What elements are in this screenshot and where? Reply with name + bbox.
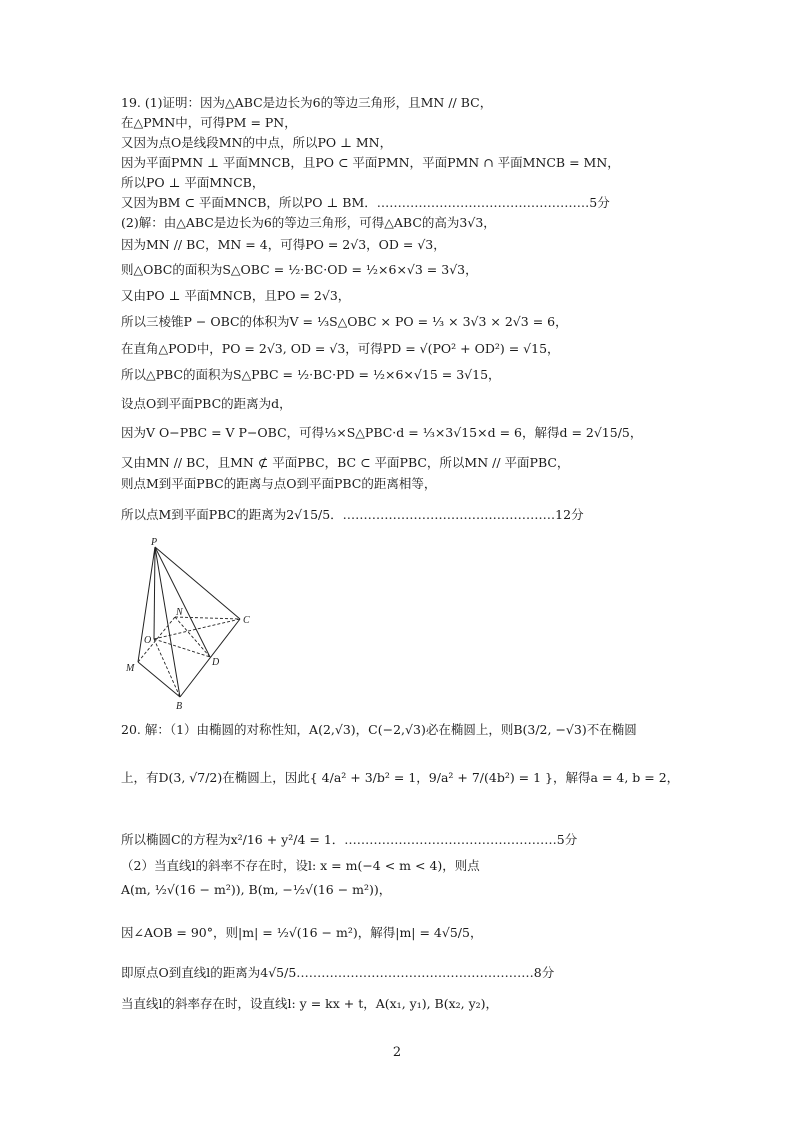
text-line-10: 又由PO ⊥ 平面MNCB，且PO = 2√3， [121,288,351,303]
text-line-5: 所以PO ⊥ 平面MNCB， [121,175,265,190]
text-line-25: 即原点O到直线l的距离为4√5/5…………………………………………………8分 [121,965,555,980]
text-line-24: 因∠AOB = 90°，则|m| = ½√(16 − m²)，解得|m| = 4√5/5， [121,925,483,940]
edge-MB [138,662,180,697]
edge-NC [175,617,240,619]
edge-PC [155,547,240,619]
text-line-14: 设点O到平面PBC的距离为d， [121,396,292,411]
pyramid-figure [118,537,268,712]
text-line-15: 因为V O−PBC = V P−OBC，可得⅓×S△PBC·d = ⅓×3√15×d = 6，解得d = 2√15/5， [121,425,643,440]
text-line-6: 又因为BM ⊂ 平面MNCB，所以PO ⊥ BM．……………………………………………5分 [121,195,610,210]
text-line-1: 19. (1)证明：因为△ABC是边长为6的等边三角形，且MN // BC， [121,95,493,110]
edge-PB [155,547,180,697]
text-line-3: 又因为点O是线段MN的中点，所以PO ⊥ MN， [121,135,393,150]
text-line-4: 因为平面PMN ⊥ 平面MNCB，且PO ⊂ 平面PMN，平面PMN ∩ 平面MNCB = MN， [121,155,620,170]
edge-PD [155,547,210,657]
text-line-19: 20. 解：（1）由椭圆的对称性知，A(2,√3)，C(−2,√3)必在椭圆上，则B(3/2, −√3)不在椭圆 [121,722,637,737]
text-line-21: 所以椭圆C的方程为x²/16 + y²/4 = 1．……………………………………………5分 [121,832,578,847]
edge-PO [154,547,155,639]
text-line-2: 在△PMN中，可得PM = PN， [121,115,297,130]
label-C: C [243,615,250,626]
page-number: 2 [392,1045,402,1060]
pyramid-diagram [118,537,268,712]
text-line-8: 因为MN // BC，MN = 4，可得PO = 2√3，OD = √3， [121,237,446,252]
label-O: O [144,635,152,646]
label-B: B [176,701,183,712]
text-line-23: A(m, ½√(16 − m²)), B(m, −½√(16 − m²))， [121,882,392,897]
text-line-13: 所以△PBC的面积为S△PBC = ½·BC·PD = ½×6×√15 = 3√15， [121,367,501,382]
text-line-9: 则△OBC的面积为S△OBC = ½·BC·OD = ½×6×√3 = 3√3， [121,262,478,277]
text-line-17: 则点M到平面PBC的距离与点O到平面PBC的距离相等， [121,476,437,491]
text-line-12: 在直角△POD中，PO = 2√3, OD = √3，可得PD = √(PO² + OD²) = √15， [121,341,560,356]
text-line-26: 当直线l的斜率存在时，设直线l: y = kx + t，A(x₁, y₁), B(x₂, y₂)， [121,996,499,1011]
text-line-18: 所以点M到平面PBC的距离为2√15/5．……………………………………………12分 [121,507,584,522]
text-line-22: （2）当直线l的斜率不存在时，设l: x = m(−4 < m < 4)，则点 [121,858,480,873]
label-N: N [176,607,183,618]
text-line-16: 又由MN // BC，且MN ⊄ 平面PBC，BC ⊂ 平面PBC，所以MN // 平面PBC， [121,455,570,470]
text-line-11: 所以三棱锥P − OBC的体积为V = ⅓S△OBC × PO = ⅓ × 3√3 × 2√3 = 6， [121,314,568,329]
edge-OB [154,639,180,697]
label-D: D [212,657,220,668]
label-M: M [126,663,135,674]
text-line-7: (2)解：由△ABC是边长为6的等边三角形，可得△ABC的高为3√3， [121,215,496,230]
text-line-20: 上，有D(3, √7/2)在椭圆上，因此{ 4/a² + 3/b² = 1，9/a² + 7/(4b²) = 1 }，解得a = 4, b = 2， [121,770,680,785]
label-P: P [151,537,158,548]
